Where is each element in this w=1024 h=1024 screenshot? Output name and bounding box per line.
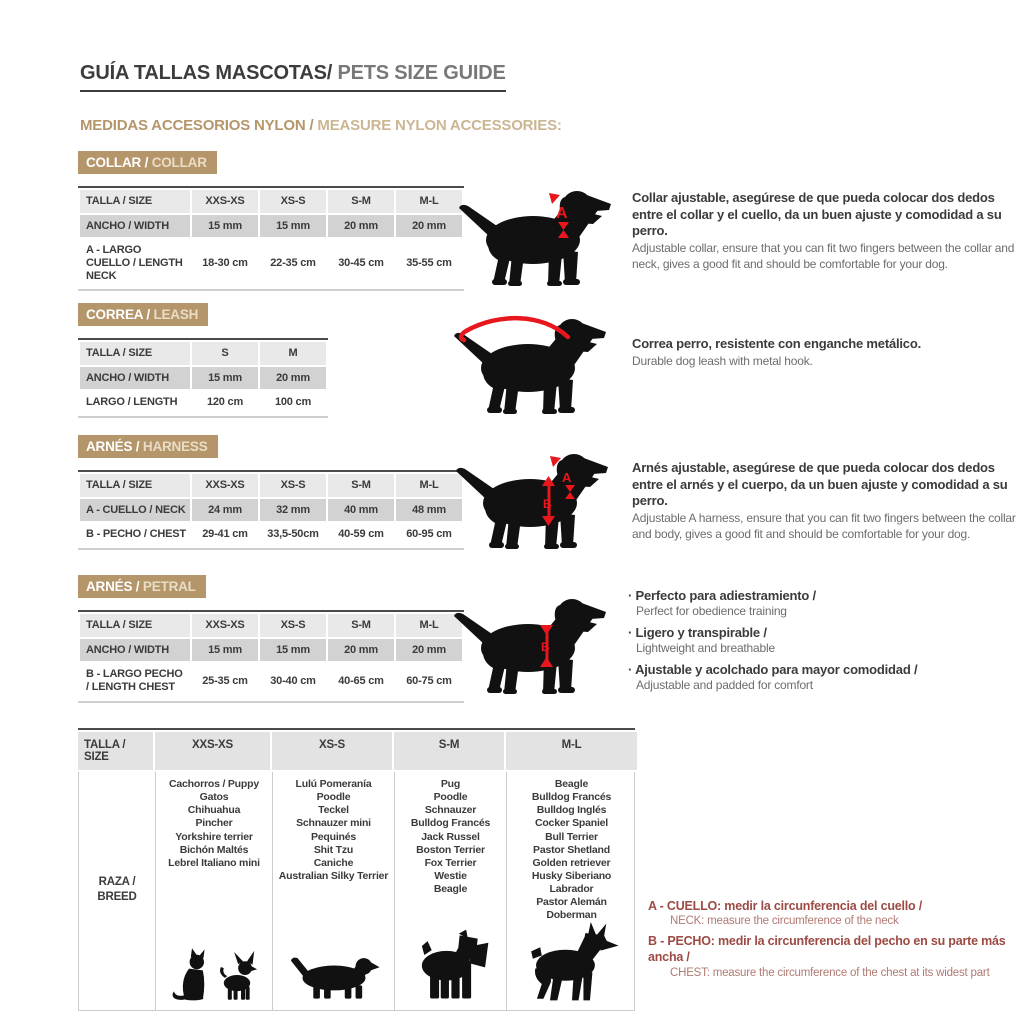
petral-bullet	[628, 588, 1020, 620]
table-cell: 20 mm	[260, 367, 326, 390]
page-subtitle-en: MEASURE NYLON ACCESSORIES:	[313, 117, 562, 134]
page-title-en: PETS SIZE GUIDE	[332, 62, 506, 84]
breed-item: Pincher	[195, 817, 233, 830]
leash-badge-en: LEASH	[149, 307, 199, 322]
note-chest	[648, 933, 1020, 980]
table-cell: TALLA / SIZE	[80, 342, 190, 365]
petral-badge-en: PETRAL	[139, 579, 196, 594]
harness-size-table	[78, 470, 464, 550]
breed-item: Westie	[434, 869, 467, 882]
table-cell: XXS-XS	[192, 190, 258, 213]
table-row	[80, 342, 326, 365]
breed-item: Bulldog Francés	[531, 791, 612, 804]
table-cell: 24 mm	[192, 499, 258, 522]
breed-item: Golden retriever	[532, 856, 611, 869]
breed-table	[78, 728, 635, 1011]
breed-item: Gatos	[199, 791, 229, 804]
dog-silhouette-petral	[450, 585, 620, 700]
table-row	[80, 190, 462, 213]
table-row	[80, 367, 326, 390]
page-subtitle	[80, 117, 562, 134]
collar-section-badge	[78, 151, 217, 174]
petral-marking-b-label: B	[541, 640, 550, 654]
breed-item: Shit Tzu	[313, 843, 354, 856]
table-cell: 25-35 cm	[192, 663, 258, 698]
table-cell: 20 mm	[396, 215, 462, 238]
table-cell: 60-75 cm	[396, 663, 462, 698]
table-cell: B - LARGO PECHO / LENGTH CHEST	[80, 663, 190, 698]
breed-item: Yorkshire terrier	[175, 830, 253, 843]
table-cell: 40 mm	[328, 499, 394, 522]
table-cell: A - CUELLO / NECK	[80, 499, 190, 522]
breed-item: Cachorros / Puppy	[169, 778, 259, 790]
table-cell: 15 mm	[192, 215, 258, 238]
table-cell: M-L	[396, 614, 462, 637]
breed-item: Cocker Spaniel	[534, 817, 609, 830]
breed-item: Beagle	[433, 883, 468, 895]
dog-silhouette-leash	[450, 305, 620, 420]
table-cell: 15 mm	[260, 215, 326, 238]
breed-item: Schnauzer	[424, 804, 477, 817]
petral-bullet-en: Lightweight and breathable	[636, 641, 775, 656]
table-cell: 22-35 cm	[260, 239, 326, 287]
note-neck-en: NECK: measure the circumference of the neck	[670, 915, 899, 928]
table-cell: 40-59 cm	[328, 523, 394, 546]
collar-description	[632, 190, 1024, 273]
breed-item: Lebrel Italiano mini	[168, 856, 260, 869]
breed-cell-s-m	[394, 772, 506, 1010]
table-row	[80, 499, 462, 522]
breed-cell-xs-s	[272, 772, 394, 1010]
table-cell: 60-95 cm	[396, 523, 462, 546]
table-cell: S-M	[328, 190, 394, 213]
table-cell: 15 mm	[260, 639, 326, 662]
breed-header-cell: M-L	[506, 732, 637, 770]
breed-item: Beagle	[554, 778, 589, 790]
table-row	[80, 215, 462, 238]
table-cell: 20 mm	[396, 639, 462, 662]
breed-item: Lulú Pomeranía	[295, 778, 372, 790]
collar-size-table	[78, 186, 464, 291]
table-cell: TALLA / SIZE	[80, 614, 190, 637]
breed-item: Teckel	[318, 804, 349, 817]
table-row	[80, 474, 462, 497]
page-title	[80, 62, 506, 92]
petral-bullet-en: Adjustable and padded for comfort	[636, 677, 813, 692]
breed-row-label: RAZA / BREED	[97, 876, 137, 904]
breed-cell-m-l	[506, 772, 636, 1010]
cat-silhouette	[168, 946, 210, 1002]
harness-desc-en: Adjustable A harness, ensure that you can fit two fingers between the collar and body, gives a good fit and should be comfortable for your dog.	[632, 510, 1016, 541]
breed-item: Pastor Shetland	[533, 843, 610, 856]
breed-row-label-cell	[79, 772, 155, 1010]
harness-section-badge	[78, 435, 218, 458]
leash-section-badge	[78, 303, 208, 326]
note-chest-en: CHEST: measure the circumference of the chest at its widest part	[670, 966, 990, 979]
table-cell: XS-S	[260, 474, 326, 497]
petral-bullets	[628, 588, 1020, 699]
table-row	[80, 239, 462, 287]
breed-item: Jack Russel	[421, 830, 480, 843]
breed-item: Poodle	[316, 791, 351, 804]
table-cell: XXS-XS	[192, 614, 258, 637]
collar-arrow-icon	[549, 193, 560, 204]
table-cell: M-L	[396, 474, 462, 497]
petral-bullet-es: · Perfecto para adiestramiento /	[628, 588, 1020, 604]
leash-desc-en: Durable dog leash with metal hook.	[632, 353, 813, 368]
note-chest-es: B - PECHO: medir la circunferencia del pecho en su parte más ancha /	[648, 934, 1006, 965]
collar-desc-es: Collar ajustable, asegúrese de que pueda colocar dos dedos entre el collar y el cuello, da un buen ajuste y comodidad a su perro.	[632, 190, 1002, 239]
petral-section-badge	[78, 575, 206, 598]
harness-desc-es: Arnés ajustable, asegúrese de que pueda colocar dos dedos entre el arnés y el cuerpo, da un buen ajuste y comodidad a su perro.	[632, 460, 1008, 509]
breed-header-cell: S-M	[394, 732, 504, 770]
table-cell: 35-55 cm	[396, 239, 462, 287]
schnauzer-silhouette	[412, 922, 490, 1002]
petral-bullet	[628, 625, 1020, 657]
table-cell: XXS-XS	[192, 474, 258, 497]
table-cell: B - PECHO / CHEST	[80, 523, 190, 546]
petral-bullet-es: · Ajustable y acolchado para mayor comodidad /	[628, 662, 1020, 678]
harness-marking-b-label: B	[543, 497, 552, 511]
table-cell: 33,5-50cm	[260, 523, 326, 546]
table-row	[80, 523, 462, 546]
breed-item: Australian Silky Terrier	[278, 869, 389, 882]
harness-description	[632, 460, 1024, 543]
breed-item: Chihuahua	[187, 804, 241, 817]
breed-header-cell: TALLA / SIZE	[78, 732, 153, 770]
dachshund-silhouette	[288, 944, 380, 1002]
leash-badge-es: CORREA /	[86, 307, 150, 322]
breed-item: Labrador	[549, 883, 594, 895]
breed-item: Boston Terrier	[416, 843, 485, 856]
table-cell: TALLA / SIZE	[80, 474, 190, 497]
table-cell: 40-65 cm	[328, 663, 394, 698]
measure-notes	[648, 898, 1020, 985]
table-cell: 30-40 cm	[260, 663, 326, 698]
table-cell: 120 cm	[192, 391, 258, 414]
breed-item: Husky Siberiano	[531, 869, 612, 882]
breed-item: Pequinés	[310, 830, 357, 843]
breed-cell-xxs-xs	[155, 772, 272, 1010]
breed-header-cell: XS-S	[272, 732, 392, 770]
page-title-es: GUÍA TALLAS MASCOTAS/	[80, 62, 333, 84]
note-neck-es: A - CUELLO: medir la circunferencia del cuello /	[648, 899, 923, 913]
chihuahua-silhouette	[214, 948, 260, 1002]
collar-badge-en: COLLAR	[148, 155, 207, 170]
breed-table-header	[78, 728, 635, 770]
collar-badge-es: COLLAR /	[86, 155, 149, 170]
table-cell: LARGO / LENGTH	[80, 391, 190, 414]
harness-badge-es: ARNÉS /	[86, 439, 140, 454]
table-cell: TALLA / SIZE	[80, 190, 190, 213]
table-cell: S-M	[328, 614, 394, 637]
breed-item: Pastor Alemán	[536, 896, 607, 909]
table-cell: M-L	[396, 190, 462, 213]
table-cell: 30-45 cm	[328, 239, 394, 287]
harness-badge-en: HARNESS	[139, 439, 208, 454]
table-cell: ANCHO / WIDTH	[80, 215, 190, 238]
petral-size-table	[78, 610, 464, 703]
table-row	[80, 614, 462, 637]
table-cell: ANCHO / WIDTH	[80, 639, 190, 662]
petral-badge-es: ARNÉS /	[86, 579, 140, 594]
breed-item: Bull Terrier	[545, 830, 598, 843]
table-cell: 15 mm	[192, 639, 258, 662]
breed-item: Caniche	[313, 856, 354, 869]
leash-line-icon	[461, 318, 568, 340]
breed-item: Bichón Maltés	[179, 843, 249, 856]
table-cell: XS-S	[260, 190, 326, 213]
breed-item: Doberman	[546, 909, 597, 922]
breed-item: Bulldog Inglés	[536, 804, 607, 817]
harness-marking-a-label: A	[562, 470, 572, 485]
table-row	[80, 639, 462, 662]
leash-description	[632, 336, 1024, 369]
leash-desc-es: Correa perro, resistente con enganche metálico.	[632, 336, 921, 351]
table-cell: 32 mm	[260, 499, 326, 522]
table-cell: 15 mm	[192, 367, 258, 390]
table-row	[80, 663, 462, 698]
breed-item: Bulldog Francés	[410, 817, 491, 830]
table-cell: 20 mm	[328, 639, 394, 662]
table-cell: ANCHO / WIDTH	[80, 367, 190, 390]
petral-bullet-es: · Ligero y transpirable /	[628, 625, 1020, 641]
dog-silhouette-harness	[452, 440, 622, 555]
breed-item: Poodle	[433, 791, 468, 804]
collar-marking-a-label: A	[556, 205, 568, 222]
table-cell: 48 mm	[396, 499, 462, 522]
table-cell: S	[192, 342, 258, 365]
petral-bullet-en: Perfect for obedience training	[636, 604, 787, 619]
table-cell: 18-30 cm	[192, 239, 258, 287]
table-row	[80, 391, 326, 414]
doberman-silhouette	[523, 922, 621, 1002]
breed-item: Fox Terrier	[424, 856, 477, 869]
breed-table-body	[78, 772, 635, 1011]
note-neck	[648, 898, 1020, 929]
table-cell: S-M	[328, 474, 394, 497]
table-cell: 100 cm	[260, 391, 326, 414]
breed-item: Schnauzer mini	[296, 817, 371, 830]
table-cell: 29-41 cm	[192, 523, 258, 546]
leash-size-table	[78, 338, 328, 418]
table-cell: XS-S	[260, 614, 326, 637]
table-cell: A - LARGO CUELLO / LENGTH NECK	[80, 239, 190, 287]
petral-bullet	[628, 662, 1020, 694]
table-cell: 20 mm	[328, 215, 394, 238]
table-cell: M	[260, 342, 326, 365]
breed-header-cell: XXS-XS	[155, 732, 270, 770]
collar-desc-en: Adjustable collar, ensure that you can fit two fingers between the collar and neck, gives a good fit and should be comfortable for your dog.	[632, 240, 1015, 271]
dog-silhouette-collar	[455, 180, 625, 292]
page-subtitle-es: MEDIDAS ACCESORIOS NYLON /	[80, 117, 314, 134]
breed-item: Pug	[440, 778, 461, 790]
